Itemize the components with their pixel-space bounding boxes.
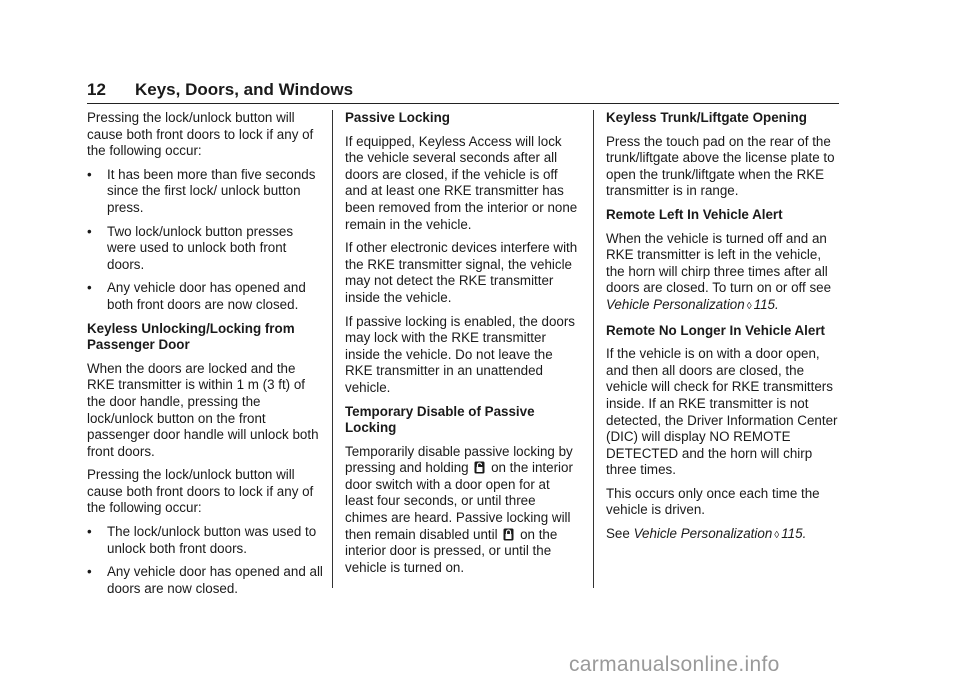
cross-reference-arrow-icon: ◊ — [774, 530, 780, 542]
paragraph: Press the touch pad on the rear of the trunk/liftgate above the license plate to open the trunk/liftgate when the RKE transmitter is in range. — [606, 133, 835, 199]
paragraph-with-link: See Vehicle Personalization ◊ 115. — [606, 526, 807, 542]
section-heading: Remote Left In Vehicle Alert — [606, 206, 783, 222]
paragraph: When the doors are locked and the RKE transmitter is within 1 m (3 ft) of the door handle, pressing the lock/unlock button on the front passenger door handle will unlock both front doors. — [87, 360, 319, 459]
list-item-text: It has been more than five seconds since the first lock/ unlock button press. — [107, 166, 316, 215]
bullet-icon: • — [87, 524, 92, 540]
paragraph-with-link: When the vehicle is turned off and an RKE transmitter is left in the vehicle, the horn will chirp three times after all doors are closed. To turn on or off see Vehicle Personalization ◊ 115. — [606, 230, 832, 312]
page-reference[interactable]: 115 — [781, 526, 803, 542]
list-item — [87, 224, 323, 274]
list-item-text: The lock/unlock button was used to unlock both front doors. — [107, 524, 317, 556]
paragraph-with-icons — [345, 444, 581, 577]
paragraph: If equipped, Keyless Access will lock the vehicle several seconds after all doors are closed, if the vehicle is off and at least one RKE transmitter has been removed from the interior or none remain in the vehicle. — [345, 133, 578, 232]
paragraph: Pressing the lock/unlock button will cause both front doors to lock if any of the following occur: — [87, 467, 314, 516]
page-reference[interactable]: 115 — [753, 296, 776, 312]
watermark: carmanualsonline.info — [569, 653, 780, 676]
list-item — [87, 564, 323, 597]
unlock-key-icon — [474, 461, 485, 474]
bullet-icon: • — [87, 166, 92, 182]
list-item-text: Any vehicle door has opened and all doors are now closed. — [107, 564, 323, 596]
paragraph-text: on the interior door switch with a door open for at least four seconds, or until three chimes are heard. Passive locking will then remain disabled until — [345, 460, 573, 542]
bullet-icon: • — [87, 280, 92, 296]
paragraph: If other electronic devices interfere with the RKE transmitter signal, the vehicle may not detect the RKE transmitter inside the vehicle. — [345, 240, 578, 305]
paragraph-text: When the vehicle is turned off and an RKE transmitter is left in the vehicle, the horn will chirp three times after all doors are closed. To turn on or off see — [606, 230, 832, 296]
column-1 — [87, 110, 323, 604]
list-item — [87, 280, 323, 313]
list-item — [87, 167, 323, 217]
paragraph-text: Temporarily disable passive locking by pressing and holding — [345, 443, 573, 476]
column-divider-2 — [593, 110, 594, 588]
paragraph: Pressing the lock/unlock button will cause both front doors to lock if any of the following occur: — [87, 110, 314, 159]
section-heading: Keyless Trunk/Liftgate Opening — [606, 110, 807, 125]
paragraph-text: See — [606, 526, 630, 542]
paragraph: If the vehicle is on with a door open, and then all doors are closed, the vehicle will check for RKE transmitters inside. If an RKE transmitter is not detected, the Driver Information Center (DIC) will display NO REMOTE DETECTED and the horn will chirp three times. — [606, 346, 838, 478]
section-heading: Keyless Unlocking/Locking from Passenger Door — [87, 320, 295, 353]
header-rule — [87, 103, 839, 104]
section-heading: Temporary Disable of Passive Locking — [345, 403, 535, 436]
paragraph: If passive locking is enabled, the doors may lock with the RKE transmitter inside the vehicle. Do not leave the RKE transmitter in an unattended vehicle. — [345, 313, 576, 395]
list-item — [87, 524, 323, 557]
list-item-text: Any vehicle door has opened and both front doors are now closed. — [107, 280, 306, 312]
paragraph-text: on the interior door is pressed, or until the vehicle is turned on. — [345, 526, 558, 575]
bullet-icon: • — [87, 223, 92, 239]
lock-key-icon — [503, 528, 514, 541]
cross-reference-link[interactable]: Vehicle Personalization — [633, 526, 773, 542]
bullet-icon: • — [87, 564, 92, 580]
list-item-text: Two lock/unlock button presses were used to unlock both front doors. — [107, 223, 294, 272]
page-number: 12 — [87, 80, 106, 99]
paragraph: This occurs only once each time the vehicle is driven. — [606, 485, 820, 518]
section-heading: Passive Locking — [345, 110, 450, 125]
cross-reference-arrow-icon: ◊ — [746, 300, 752, 312]
column-divider-1 — [332, 110, 333, 588]
column-2 — [345, 110, 581, 583]
cross-reference-link[interactable]: Vehicle Personalization — [606, 296, 745, 312]
column-3 — [606, 110, 841, 552]
section-heading: Remote No Longer In Vehicle Alert — [606, 322, 826, 338]
chapter-title: Keys, Doors, and Windows — [135, 80, 354, 99]
